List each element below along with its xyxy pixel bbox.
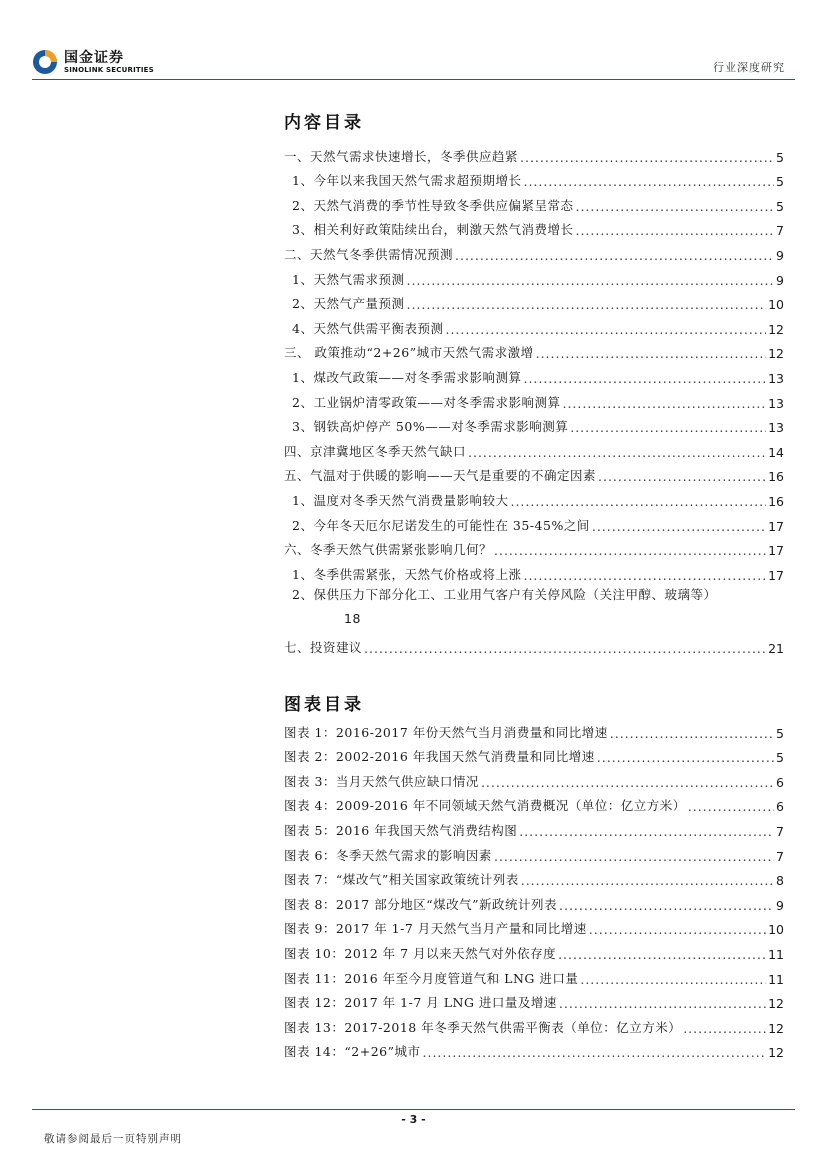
toc-entry-text: 图表 1：2016-2017 年份天然气当月消费量和同比增速 [284,724,608,740]
leader-dots [597,750,774,765]
leader-dots [520,150,774,165]
toc-entry-text: 图表 12：2017 年 1-7 月 LNG 进口量及增速 [284,995,557,1011]
report-type: 行业深度研究 [713,61,785,74]
toc-entry-text: 3、钢铁高炉停产 50%——对冬季需求影响测算 [292,419,569,435]
leader-dots [406,273,774,288]
toc-entry-page: 7 [776,848,784,864]
toc-entry-page: 21 [768,641,784,657]
figure-entry[interactable] [284,741,784,766]
toc-entry-page: 16 [768,469,784,485]
leader-dots [559,996,766,1011]
leader-dots [494,543,766,558]
leader-dots [510,494,766,509]
logo-en-text: SINOLINK SECURITIES [64,66,154,74]
contents-title: 内容目录 [284,113,364,133]
leader-dots [523,174,774,189]
logo-mark-icon [32,49,58,75]
figure-entry[interactable] [284,790,784,815]
toc-entry-text: 图表 14：“2+26”城市 [284,1044,421,1060]
toc-entry-text: 1、煤改气政策——对冬季需求影响测算 [292,369,522,385]
contents-list [284,140,784,656]
toc-entry-text: 七、投资建议 [284,640,363,656]
toc-entry[interactable] [284,435,784,460]
leader-dots [559,898,774,913]
company-logo [32,47,152,79]
toc-entry-page: 9 [776,272,784,288]
toc-entry[interactable] [284,238,784,263]
toc-entry-page: 6 [776,799,784,815]
toc-entry-text: 3、相关利好政策陆续出台，刺激天然气消费增长 [292,222,574,238]
toc-entry-text: 三、 政策推动“2+26”城市天然气需求激增 [284,345,534,361]
toc-entry-page: 13 [768,420,784,436]
toc-entry[interactable] [284,484,784,509]
leader-dots [523,371,766,386]
toc-entry-page: 17 [768,543,784,559]
toc-entry-text: 图表 11：2016 年至今月度管道气和 LNG 进口量 [284,970,579,986]
toc-entry-text: 图表 13：2017-2018 年冬季天然气供需平衡表（单位：亿立方米） [284,1019,682,1035]
toc-entry-text: 图表 5：2016 年我国天然气消费结构图 [284,822,518,838]
figure-entry[interactable] [284,814,784,839]
toc-entry-text: 2、天然气产量预测 [292,296,405,312]
toc-entry[interactable] [284,337,784,362]
footer-divider [32,1109,795,1110]
toc-entry[interactable] [284,509,784,534]
toc-entry-text: 2、工业锅炉清零政策——对冬季需求影响测算 [292,394,561,410]
leader-dots [580,972,766,987]
toc-entry-page: 13 [768,370,784,386]
toc-entry-page: 12 [768,321,784,337]
leader-dots [481,775,774,790]
leader-dots [688,799,774,814]
figure-entry[interactable] [284,888,784,913]
toc-entry-text: 图表 8：2017 部分地区“煤改气”新政统计列表 [284,896,557,912]
toc-entry[interactable] [284,411,784,436]
leader-dots [523,568,766,583]
toc-entry-page: 11 [768,946,784,962]
logo-cn-text: 国金证券 [64,50,124,66]
leader-dots [519,824,774,839]
toc-entry-page: 12 [768,996,784,1012]
toc-entry-page: 6 [776,774,784,790]
toc-entry-page: 17 [768,518,784,534]
toc-entry-page: 5 [776,725,784,741]
leader-dots [494,849,774,864]
leader-dots [364,641,766,656]
toc-entry[interactable] [284,361,784,386]
toc-entry[interactable] [284,288,784,313]
toc-entry-text: 图表 2：2002-2016 年我国天然气消费量和同比增速 [284,749,595,765]
toc-entry-page: 17 [768,567,784,583]
leader-dots [598,469,766,484]
toc-entry[interactable] [284,386,784,411]
toc-entry-text: 四、京津冀地区冬季天然气缺口 [284,443,467,459]
toc-entry-page: 14 [768,444,784,460]
header-divider [32,79,795,80]
leader-dots [575,223,774,238]
toc-entry-page: 7 [776,823,784,839]
toc-entry-text: 4、天然气供需平衡表预测 [292,320,444,336]
toc-entry-text: 六、冬季天然气供需紧张影响几何？ [284,542,493,558]
figure-entry[interactable] [284,1011,784,1036]
toc-entry-page: 12 [768,346,784,362]
toc-entry-text: 1、温度对冬季天然气消费量影响较大 [292,492,509,508]
leader-dots [558,947,766,962]
leader-dots [592,519,766,534]
toc-entry[interactable] [284,312,784,337]
page-number: - 3 - [401,1113,426,1126]
disclaimer-note: 敬请参阅最后一页特别声明 [44,1133,182,1145]
figures-list [284,716,784,1060]
toc-entry[interactable] [284,165,784,190]
toc-entry-text: 1、今年以来我国天然气需求超预期增长 [292,173,522,189]
toc-entry-text: 图表 4：2009-2016 年不同领域天然气消费概况（单位：亿立方米） [284,798,686,814]
toc-entry[interactable] [284,460,784,485]
leader-dots [570,420,766,435]
figure-entry[interactable] [284,962,784,987]
toc-entry-page: 8 [776,873,784,889]
toc-entry-page: 11 [768,971,784,987]
toc-entry-text: 二、天然气冬季供需情况预测 [284,246,454,262]
toc-entry-text: 图表 6：冬季天然气需求的影响因素 [284,847,492,863]
toc-entry-page: 16 [768,493,784,509]
figure-entry[interactable] [284,716,784,741]
toc-entry-text: 2、保供压力下部分化工、工业用气客户有关停风险（关注甲醇、玻璃等） [292,586,717,602]
toc-entry-page: 5 [776,750,784,766]
toc-entry-text: 图表 3：当月天然气供应缺口情况 [284,773,479,789]
toc-entry-text: 1、天然气需求预测 [292,271,405,287]
toc-entry-page: 5 [776,198,784,214]
toc-entry-wrapped[interactable] [284,583,784,632]
toc-entry-text: 五、气温对于供暖的影响——天气是重要的不确定因素 [284,468,597,484]
toc-entry-text: 图表 10：2012 年 7 月以来天然气对外依存度 [284,945,557,961]
leader-dots [521,873,774,888]
leader-dots [575,199,774,214]
leader-dots [445,322,766,337]
toc-entry-text: 2、天然气消费的季节性导致冬季供应偏紧呈常态 [292,197,574,213]
toc-entry[interactable] [284,214,784,239]
toc-entry-text: 一、天然气需求快速增长，冬季供应趋紧 [284,148,519,164]
toc-entry-text: 1、冬季供需紧张，天然气价格或将上涨 [292,566,522,582]
toc-entry-page: 13 [768,395,784,411]
toc-entry[interactable] [284,558,784,583]
toc-entry-page: 9 [776,897,784,913]
leader-dots [406,297,766,312]
toc-entry[interactable] [284,189,784,214]
toc-entry[interactable] [284,632,784,657]
toc-entry-text: 2、今年冬天厄尔尼诺发生的可能性在 35-45%之间 [292,517,590,533]
toc-entry-text: 图表 7：“煤改气”相关国家政策统计列表 [284,872,519,888]
toc-entry-page: 10 [768,922,784,938]
toc-entry-page: 10 [768,297,784,313]
toc-entry[interactable] [284,534,784,559]
leader-dots [610,726,774,741]
leader-dots [536,346,767,361]
figure-entry[interactable] [284,987,784,1012]
figures-title: 图表目录 [284,695,364,715]
toc-entry-page: 12 [768,1020,784,1036]
figure-entry[interactable] [284,765,784,790]
leader-dots [468,445,766,460]
figure-entry[interactable] [284,1036,784,1061]
page-header [0,0,827,82]
figure-entry[interactable] [284,937,784,962]
leader-dots [423,1045,767,1060]
figure-entry[interactable] [284,839,784,864]
toc-entry[interactable] [284,263,784,288]
leader-dots [455,248,774,263]
leader-dots [683,1021,766,1036]
toc-entry-page: 18 [344,610,361,626]
toc-entry-page: 12 [768,1045,784,1061]
toc-entry[interactable] [284,140,784,165]
leader-dots [589,922,766,937]
figure-entry[interactable] [284,864,784,889]
toc-entry-page: 9 [776,247,784,263]
toc-entry-text: 图表 9：2017 年 1-7 月天然气当月产量和同比增速 [284,921,587,937]
toc-entry-page: 7 [776,223,784,239]
figure-entry[interactable] [284,913,784,938]
toc-entry-page: 5 [776,174,784,190]
toc-entry-page: 5 [776,149,784,165]
leader-dots [562,396,766,411]
